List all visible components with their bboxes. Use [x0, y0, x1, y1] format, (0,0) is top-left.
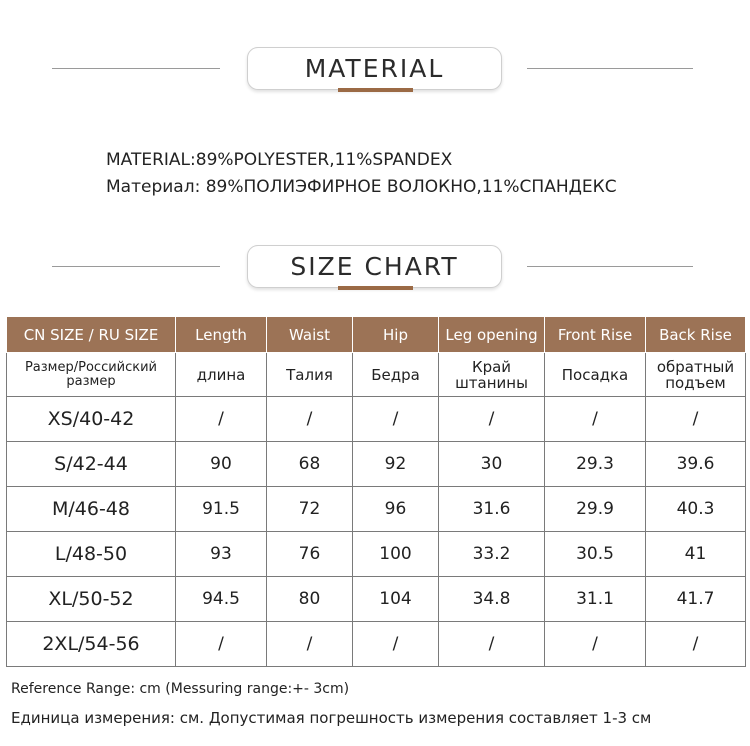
size-cell: S/42-44 [7, 442, 176, 487]
ru-column-header: Край штанины [439, 353, 545, 397]
table-cell: / [267, 622, 353, 667]
table-row [7, 577, 746, 622]
ru-column-header: обратный подъем [646, 353, 746, 397]
table-cell: / [545, 397, 646, 442]
table-cell: / [176, 397, 267, 442]
size-chart-table [6, 316, 746, 667]
table-cell: / [353, 397, 439, 442]
table-cell: 94.5 [176, 577, 267, 622]
table-row [7, 487, 746, 532]
measurement-notes [11, 681, 651, 727]
table-cell: 39.6 [646, 442, 746, 487]
column-header: Waist [267, 317, 353, 353]
table-cell: / [353, 622, 439, 667]
table-row [7, 622, 746, 667]
section-title: MATERIAL [304, 54, 445, 83]
header-row [7, 317, 746, 353]
table-cell: / [646, 397, 746, 442]
divider-right [527, 68, 693, 69]
table-cell: 29.9 [545, 487, 646, 532]
table-cell: 29.3 [545, 442, 646, 487]
section-title-box [247, 245, 502, 288]
material-composition [106, 147, 617, 201]
table-cell: 41.7 [646, 577, 746, 622]
table-cell: 91.5 [176, 487, 267, 532]
table-cell: / [646, 622, 746, 667]
table-cell: / [439, 622, 545, 667]
divider-left [52, 266, 220, 267]
table-cell: 72 [267, 487, 353, 532]
material-en: MATERIAL:89%POLYESTER,11%SPANDEX [106, 150, 453, 170]
divider-left [52, 68, 220, 69]
column-header: Length [176, 317, 267, 353]
table-cell: / [176, 622, 267, 667]
divider-right [527, 266, 693, 267]
title-underline [338, 286, 413, 290]
table-cell: 76 [267, 532, 353, 577]
table-cell: 104 [353, 577, 439, 622]
ru-header-row [7, 353, 746, 397]
ru-column-header: Посадка [545, 353, 646, 397]
table-cell: 90 [176, 442, 267, 487]
table-cell: 34.8 [439, 577, 545, 622]
table-cell: 93 [176, 532, 267, 577]
table-row [7, 397, 746, 442]
table-row [7, 532, 746, 577]
section-title-box [247, 47, 502, 90]
size-cell: M/46-48 [7, 487, 176, 532]
column-header: Front Rise [545, 317, 646, 353]
column-header: CN SIZE / RU SIZE [7, 317, 176, 353]
table-cell: 31.1 [545, 577, 646, 622]
material-section-header [0, 47, 750, 95]
reference-range-note: Reference Range: cm (Messuring range:+- 3cm) [11, 681, 350, 697]
table-cell: 41 [646, 532, 746, 577]
table-cell: / [267, 397, 353, 442]
material-ru: Материал: 89%ПОЛИЭФИРНОЕ ВОЛОКНО,11%СПАНДЕКС [106, 177, 617, 197]
table-cell: 80 [267, 577, 353, 622]
ru-column-header: длина [176, 353, 267, 397]
table-cell: 30.5 [545, 532, 646, 577]
size-chart-section-header [0, 245, 750, 293]
table-row [7, 442, 746, 487]
section-title: SIZE CHART [290, 252, 459, 281]
ru-column-header: Талия [267, 353, 353, 397]
size-cell: XL/50-52 [7, 577, 176, 622]
ru-column-header: Размер/Российский размер [7, 353, 176, 397]
title-underline [338, 88, 413, 92]
column-header: Leg opening [439, 317, 545, 353]
size-cell: L/48-50 [7, 532, 176, 577]
size-cell: XS/40-42 [7, 397, 176, 442]
column-header: Back Rise [646, 317, 746, 353]
ru-column-header: Бедра [353, 353, 439, 397]
table-cell: 68 [267, 442, 353, 487]
table-cell: / [545, 622, 646, 667]
column-header: Hip [353, 317, 439, 353]
table-cell: 92 [353, 442, 439, 487]
table-cell: 100 [353, 532, 439, 577]
measurement-note-ru: Единица измерения: см. Допустимая погрешность измерения составляет 1-3 см [11, 709, 652, 727]
table-cell: 33.2 [439, 532, 545, 577]
table-cell: 30 [439, 442, 545, 487]
table-cell: 31.6 [439, 487, 545, 532]
size-cell: 2XL/54-56 [7, 622, 176, 667]
table-cell: 40.3 [646, 487, 746, 532]
table-cell: 96 [353, 487, 439, 532]
table-cell: / [439, 397, 545, 442]
